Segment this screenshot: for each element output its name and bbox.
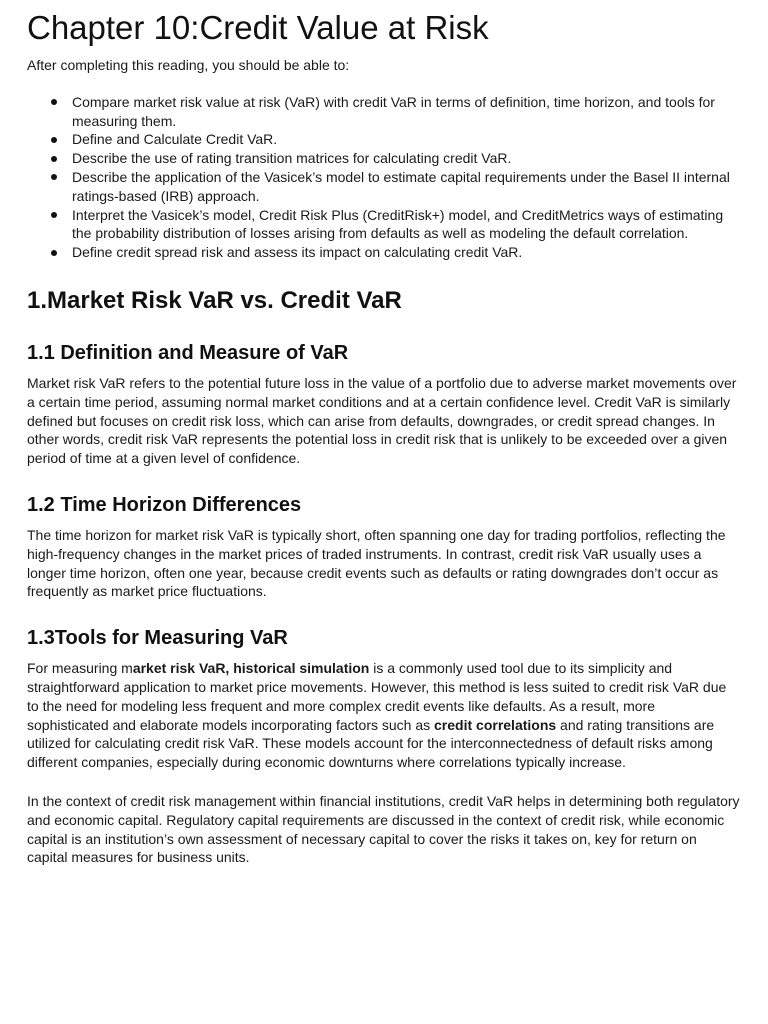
objective-item: Compare market risk value at risk (VaR) with credit VaR in terms of definition, time horizon, and tools for measuring them. — [72, 93, 740, 131]
intro-text: After completing this reading, you should be able to: — [27, 57, 350, 73]
objective-item: Define and Calculate Credit VaR. — [72, 130, 740, 149]
learning-objectives-list — [27, 93, 740, 262]
tools-text-part: and rating transitions are utilized for calculating credit risk VaR. These models account for the interconnectedness of default risks among different companies, especially during economic downturns where correlations typically increase. — [27, 716, 715, 771]
tools-bold-credit-correlations: credit correlations — [434, 716, 557, 733]
subsection-heading-tools: 1.3Tools for Measuring VaR — [27, 627, 288, 650]
subsection-definition — [27, 340, 740, 468]
tools-paragraph — [27, 659, 740, 772]
subsection-time-horizon — [27, 492, 740, 601]
capital-paragraph: In the context of credit risk management within financial institutions, credit VaR helps in determining both regulatory and economic capital. Regulatory capital requirements are discussed in the context of credit risk, while economic capital is an institution’s own assessment of necessary capital to cover the risks it takes on, key for return on capital measures for business units. — [27, 792, 740, 866]
objective-item: Describe the application of the Vasicek’s model to estimate capital requirements under the Basel II internal ratings-based (IRB) approach. — [72, 168, 740, 206]
definition-paragraph: Market risk VaR refers to the potential future loss in the value of a portfolio due to adverse market movements over a certain time period, assuming normal market conditions and at a certain confidence level. Credit VaR is similarly defined but focuses on credit risk loss, which can arise from defaults, downgrades, or credit spread changes. In other words, credit risk VaR represents the potential loss in credit risk that is unlikely to be exceeded over a given period of time at a given level of confidence. — [27, 374, 737, 467]
objective-item: Define credit spread risk and assess its impact on calculating credit VaR. — [72, 243, 740, 262]
section-heading-market-risk-vs-credit-var: 1.Market Risk VaR vs. Credit VaR — [27, 286, 402, 314]
objective-item: Describe the use of rating transition matrices for calculating credit VaR. — [72, 149, 740, 168]
chapter-title: Chapter 10:Credit Value at Risk — [27, 9, 489, 46]
tools-bold-historical-simulation: arket risk VaR, historical simulation — [132, 660, 370, 677]
subsection-tools — [27, 625, 740, 772]
time-horizon-paragraph: The time horizon for market risk VaR is typically short, often spanning one day for trading portfolios, reflecting the high-frequency changes in the market prices of traded instruments. In contrast, credit risk VaR usually uses a longer time horizon, often one year, because credit events such as defaults or rating downgrades don’t occur as frequently as market price fluctuations. — [27, 526, 726, 600]
tools-text-part: For measuring m — [27, 660, 133, 677]
objective-item: Interpret the Vasicek’s model, Credit Risk Plus (CreditRisk+) model, and CreditMetrics ways of estimating the probability distribution of losses arising from defaults as well as modeling the default correlation. — [72, 206, 740, 244]
subsection-heading-time-horizon: 1.2 Time Horizon Differences — [27, 493, 302, 516]
tools-text-part: is a commonly used tool due to its simplicity and straightforward application to market price movements. However, this method is less suited to credit risk VaR due to the need for modeling less frequent and more complex credit events like defaults. As a result, more sophisticated and elaborate models incorporating factors such as — [27, 660, 727, 733]
subsection-heading-definition: 1.1 Definition and Measure of VaR — [27, 341, 349, 364]
